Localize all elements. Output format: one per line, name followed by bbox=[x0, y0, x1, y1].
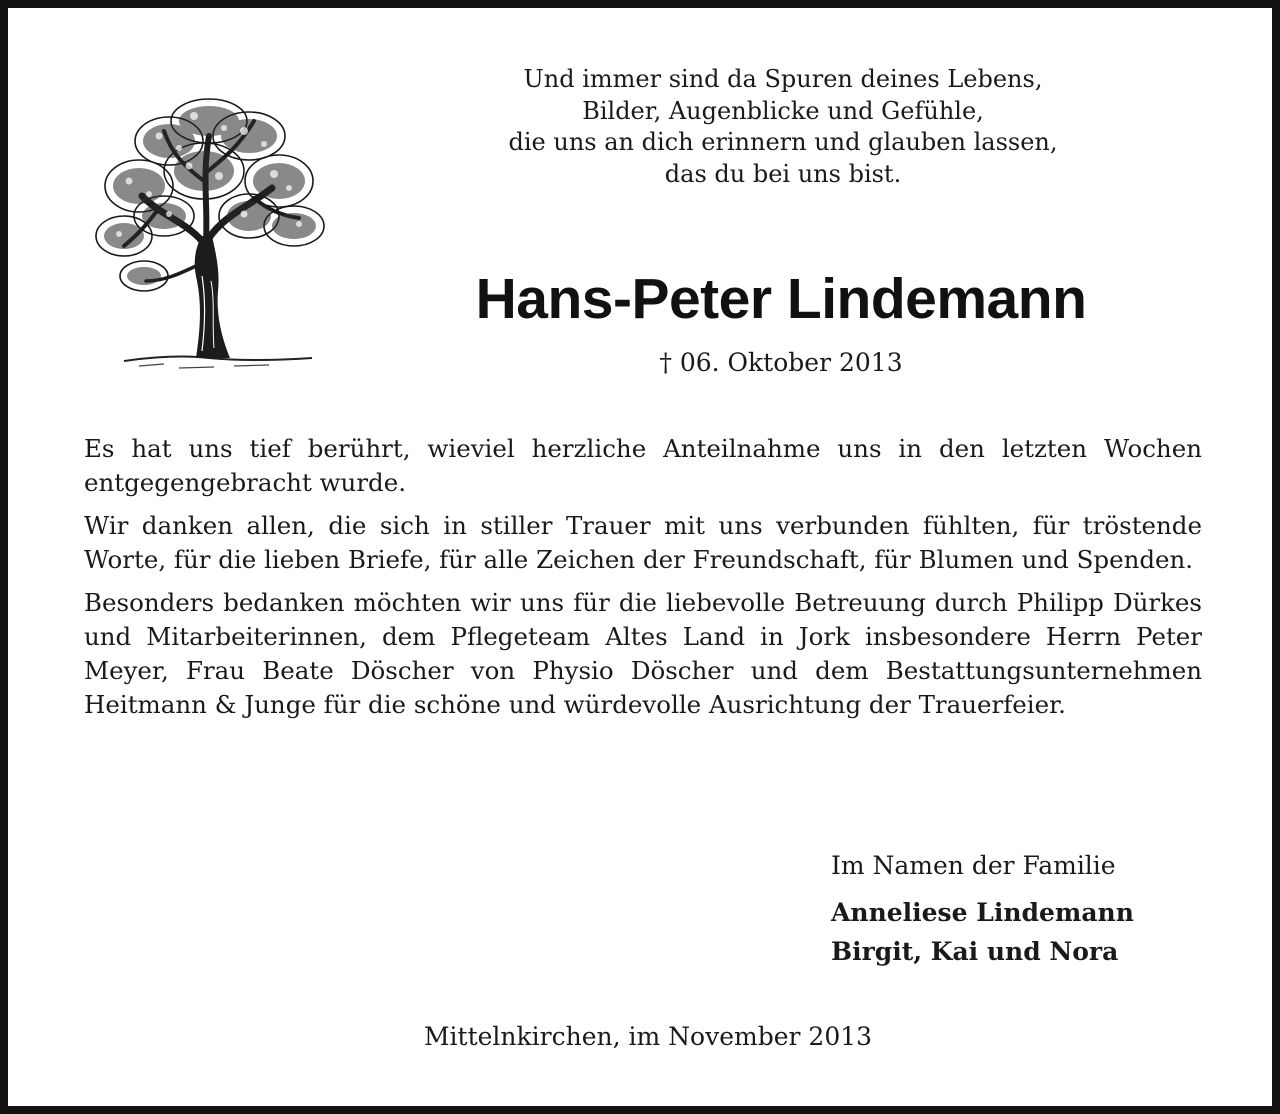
verse-line: die uns an dich erinnern und glauben lassen, bbox=[508, 128, 1058, 156]
deceased-name: Hans-Peter Lindemann bbox=[475, 267, 1087, 331]
verse-line: das du bei uns bist. bbox=[664, 159, 902, 188]
memorial-verse bbox=[398, 64, 1168, 190]
signature-intro: Im Namen der Familie bbox=[831, 851, 1116, 880]
death-date: † 06. Oktober 2013 bbox=[659, 348, 903, 377]
family-signature bbox=[831, 846, 1231, 971]
verse-line: Und immer sind da Spuren deines Lebens, bbox=[523, 65, 1043, 93]
thank-you-paragraph: Es hat uns tief berührt, wieviel herzliche Anteilnahme uns in den letzten Wochen entgegengebracht wurde. bbox=[84, 434, 1202, 497]
signature-name: Birgit, Kai und Nora bbox=[831, 937, 1119, 966]
oak-tree-icon bbox=[84, 76, 334, 376]
signature-name: Anneliese Lindemann bbox=[831, 898, 1134, 927]
place-and-date: Mittelnkirchen, im November 2013 bbox=[423, 1022, 873, 1051]
thank-you-paragraph: Besonders bedanken möchten wir uns für die liebevolle Betreuung durch Philipp Dürkes und Mitarbeiterinnen, dem Pflegeteam Altes Land in Jork insbesondere Herrn Peter Meyer, Frau Beate Döscher von Physio Döscher und dem Bestattungsunternehmen Heitmann & Junge für die schöne und würdevolle Ausrichtung der Trauerfeier. bbox=[84, 588, 1202, 719]
thank-you-text bbox=[84, 432, 1202, 731]
verse-line: Bilder, Augenblicke und Gefühle, bbox=[582, 96, 984, 125]
thank-you-paragraph: Wir danken allen, die sich in stiller Trauer mit uns verbunden fühlten, für tröstende Worte, für die lieben Briefe, für alle Zeichen der Freundschaft, für Blumen und Spenden. bbox=[84, 511, 1202, 574]
